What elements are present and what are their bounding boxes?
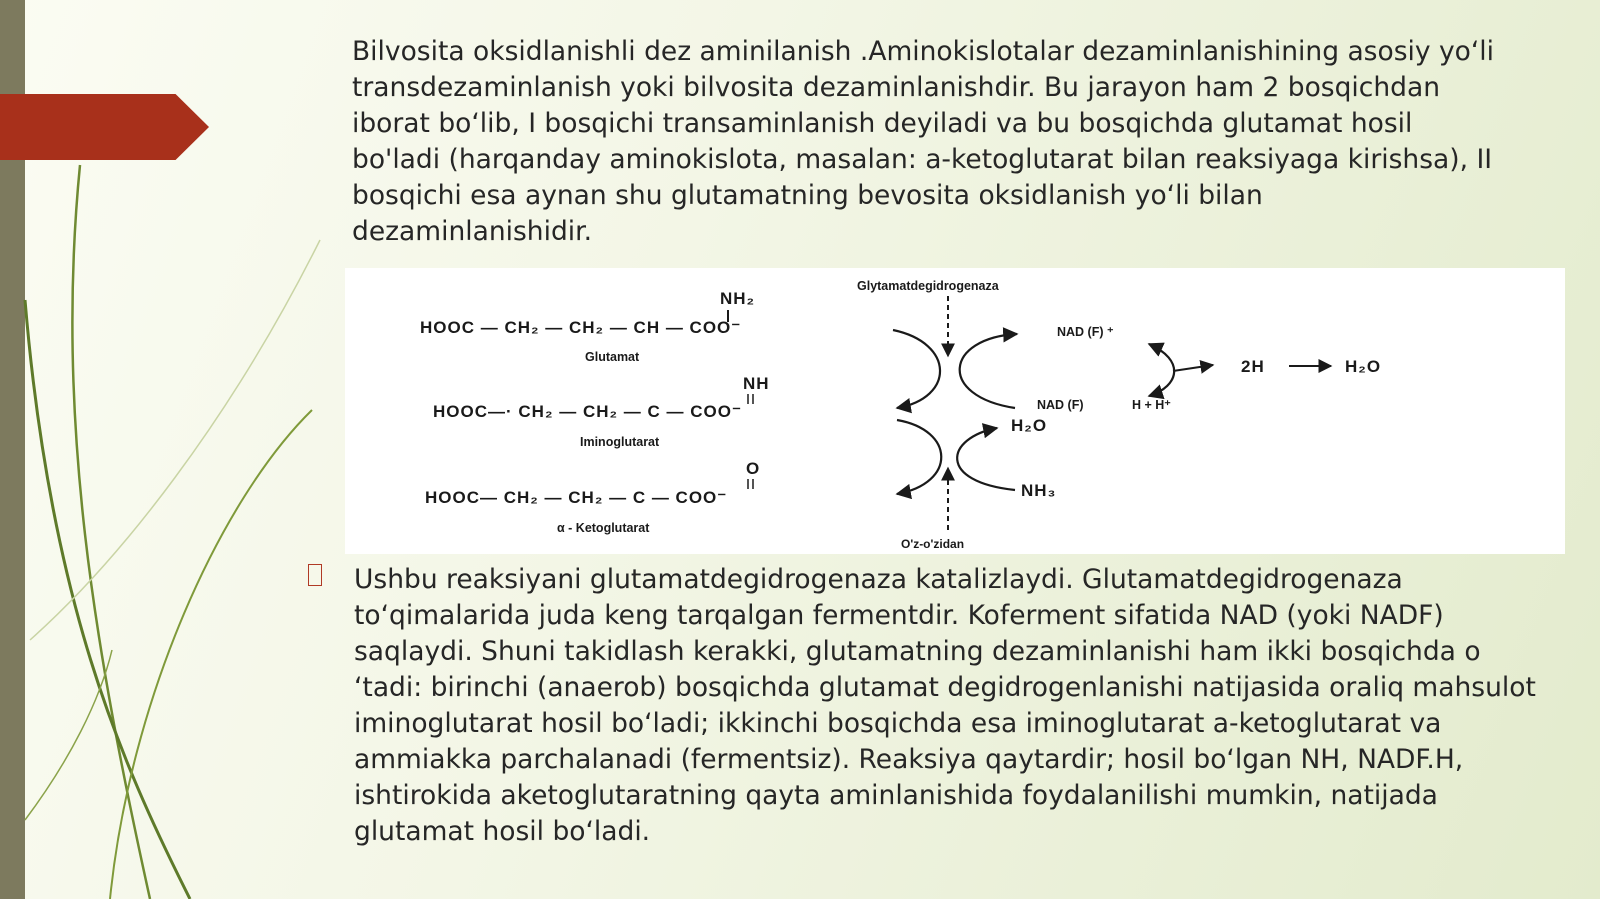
upper-cross-arrow-right: [960, 334, 1017, 408]
lower-cross-arrow-left: [897, 420, 941, 494]
upper-cross-arrow-left: [893, 330, 940, 408]
h-plus-label: H + H⁺: [1132, 398, 1171, 412]
spontaneous-label: O'z-o'zidan: [901, 537, 965, 551]
glutamat-name: Glutamat: [585, 350, 640, 364]
ketoglutarat-name: α - Ketoglutarat: [557, 521, 650, 535]
enzyme-label: Glytamatdegidrogenaza: [857, 279, 999, 293]
explanation-paragraph: Ushbu reaksiyani glutamatdegidrogenaza katalizlaydi. Glutamatdegidrogenaza to‘qimalarida juda keng tarqalgan fermentdir. Koferment sifatida NAD (yoki NADF) saqlaydi. Shuni takidlash kerakki, glutamatning dezaminlanishi ham ikki bosqichda o ‘tadi: birinchi (anaerob) bosqichda glutamat degidrogenlanishi natijasida oraliq mahsulot iminoglutarat hosil bo‘ladi; ikkinchi bosqichda esa iminoglutarat a-ketoglutarat va ammiakka parchalanadi (fermentsiz). Reaksiya qaytardir; hosil bo‘lgan NH, NADF.H, ishtirokida aketoglutaratning qayta aminlanishida foydalanilishi mumkin, natijada glutamat hosil bo‘ladi.: [354, 564, 1536, 847]
ammonia-label: NH₃: [1021, 481, 1057, 500]
water-in-label: H₂O: [1011, 416, 1048, 435]
red-arrow-banner: [0, 94, 209, 160]
lower-cross-arrow-right: [957, 428, 1015, 490]
two-h-label: 2H: [1241, 357, 1265, 376]
glutamat-group: NH₂: [720, 289, 756, 308]
ketoglutarat-formula: HOOC— CH₂ — CH₂ — C — COO⁻: [425, 488, 728, 507]
reaction-diagram-svg: [345, 268, 1565, 554]
nad-regeneration-arrow: [1149, 344, 1174, 396]
iminoglutarat-group: NH: [743, 374, 770, 393]
bullet-square-icon: [308, 564, 322, 586]
ketoglutarat-group: O: [746, 459, 761, 478]
iminoglutarat-name: Iminoglutarat: [580, 435, 660, 449]
intro-paragraph: Bilvosita oksidlanishli dez aminilanish .Aminokislotalar dezaminlanishining asosiy yo‘li transdezaminlanish yoki bilvosita dezaminlanishdir. Bu jarayon ham 2 bosqichdan iborat bo‘lib, I bosqichi transaminlanish deyiladi va bu bosqichda glutamat hosil bo'ladi (harqanday aminokislota, masalan: a-ketoglutarat bilan reaksiyaga kirishsa), II bosqichi esa aynan shu glutamatning bevosita oksidlanish yo‘li bilan dezaminlanishidir.: [352, 36, 1495, 247]
reaction-diagram: [345, 268, 1565, 554]
nad-oxidized-label: NAD (F) ⁺: [1057, 325, 1114, 339]
nad-reduced-label: NAD (F): [1037, 398, 1084, 412]
iminoglutarat-formula: HOOC—· CH₂ — CH₂ — C — COO⁻: [433, 402, 742, 421]
glutamat-formula: HOOC — CH₂ — CH₂ — CH — COO⁻: [420, 318, 742, 337]
water-out-label: H₂O: [1345, 357, 1382, 376]
to-2h-arrow: [1173, 365, 1213, 371]
